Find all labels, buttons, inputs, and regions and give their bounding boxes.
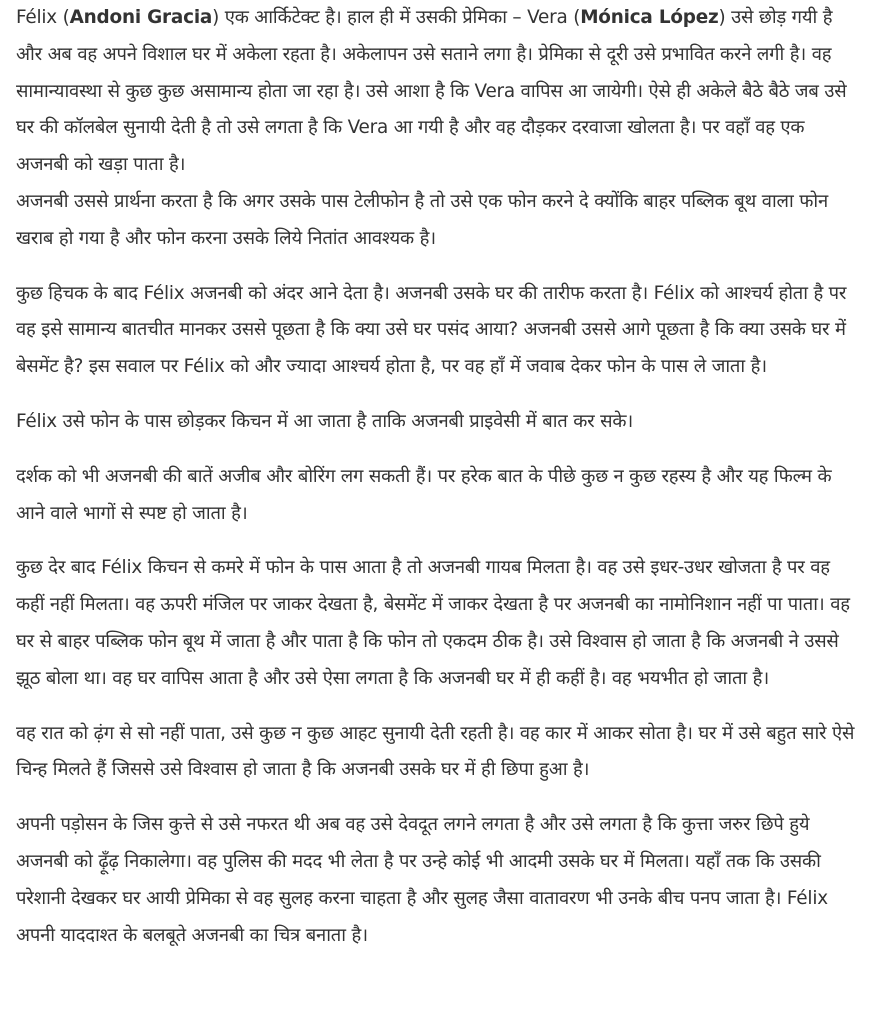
paragraph-stranger-request: अजनबी उससे प्रार्थना करता है कि अगर उसके पास टेलीफोन है तो उसे एक फोन करने दे क्योंकि बाहर पब्लिक बूथ वाला फोन खराब हो गया है और फोन करना उसके लिये नितांत आवश्यक है। <box>16 190 828 249</box>
paragraph-viewer-note: दर्शक को भी अजनबी की बातें अजीब और बोरिंग लग सकती हैं। पर हरेक बात के पीछे कुछ न कुछ रहस्य है और यह फिल्म के आने वाले भागों से स्पष्ट हो जाता है। <box>16 465 832 524</box>
paragraph-intro-text-1: Félix ( <box>16 7 70 28</box>
paragraph-stranger-missing: कुछ देर बाद Félix किचन से कमरे में फोन के पास आता है तो अजनबी गायब मिलता है। वह उसे इधर-उधर खोजता है पर वह कहीं नहीं मिलता। वह ऊपरी मंजिल पर जाकर देखता है, बेसमेंट में जाकर देखता है पर अजनबी का नामोनिशान नहीं पा पाता। वह घर से बाहर पब्लिक फोन बूथ में जाता है और पाता है कि फोन तो एकदम ठीक है। उसे विश्वास हो जाता है कि अजनबी ने उससे झूठ बोला था। वह घर वापिस आता है और उसे ऐसा लगता है कि अजनबी घर में ही कहीं है। वह भयभीत हो जाता है। <box>16 557 850 689</box>
paragraph-neighbor-dog: अपनी पड़ोसन के जिस कुत्ते से उसे नफरत थी अब वह उसे देवदूत लगने लगता है और उसे लगता है कि कुत्ता जरुर छिपे हुये अजनबी को ढ़ूँढ़ निकालेगा। वह पुलिस की मदद भी लेता है पर उन्हे कोई भी आदमी उसके घर में मिलता। यहाँ तक कि उसकी परेशानी देखकर घर आयी प्रेमिका से वह सुलह करना चाहता है और सुलह जैसा वातावरण भी उनके बीच पनप जाता है। Félix अपनी याददाश्त के बलबूते अजनबी का चित्र बनाता है। <box>16 814 828 946</box>
article-body <box>16 0 860 954</box>
paragraph-intro-text-3: ) उसे छोड़ गयी है और अब वह अपने विशाल घर में अकेला रहता है। अकेलापन उसे सताने लगा है। प्रेमिका से दूरी उसे प्रभावित करने लगी है। वह सामान्यावस्था से कुछ कुछ असामान्य होता जा रहा है। उसे आशा है कि Vera वापिस आ जायेगी। ऐसे ही अकेले बैठे बैठे जब उसे घर की कॉलबेल सुनायी देती है तो उसे लगता है कि Vera आ गयी है और वह दौड़कर दरवाजा खोलता है। पर वहाँ वह एक अजनबी को खड़ा पाता है। <box>16 7 847 176</box>
paragraph-intro <box>16 0 860 184</box>
actor-name-andoni-gracia: Andoni Gracia <box>69 7 213 28</box>
paragraph-intro-text-2: ) एक आर्किटेक्ट है। हाल ही में उसकी प्रेमिका – Vera ( <box>212 7 581 28</box>
actor-name-monica-lopez: Mónica López <box>580 7 719 28</box>
paragraph-sleepless-night: वह रात को ढ़ंग से सो नहीं पाता, उसे कुछ न कुछ आहट सुनायी देती रहती है। वह कार में आकर सोता है। घर में उसे बहुत सारे ऐसे चिन्ह मिलते हैं जिससे उसे विश्वास हो जाता है कि अजनबी उसके घर में ही छिपा हुआ है। <box>16 722 855 781</box>
paragraph-kitchen: Félix उसे फोन के पास छोड़कर किचन में आ जाता है ताकि अजनबी प्राइवेसी में बात कर सके। <box>16 410 634 432</box>
paragraph-stranger-enters: कुछ हिचक के बाद Félix अजनबी को अंदर आने देता है। अजनबी उसके घर की तारीफ करता है। Félix को आश्चर्य होता है पर वह इसे सामान्य बातचीत मानकर उससे पूछता है कि क्या उसे घर पसंद आया? अजनबी उससे आगे पूछता है कि क्या उसके घर में बेसमेंट है? इस सवाल पर Félix को और ज्यादा आश्चर्य होता है, पर वह हाँ में जवाब देकर फोन के पास ले जाता है। <box>16 282 847 378</box>
